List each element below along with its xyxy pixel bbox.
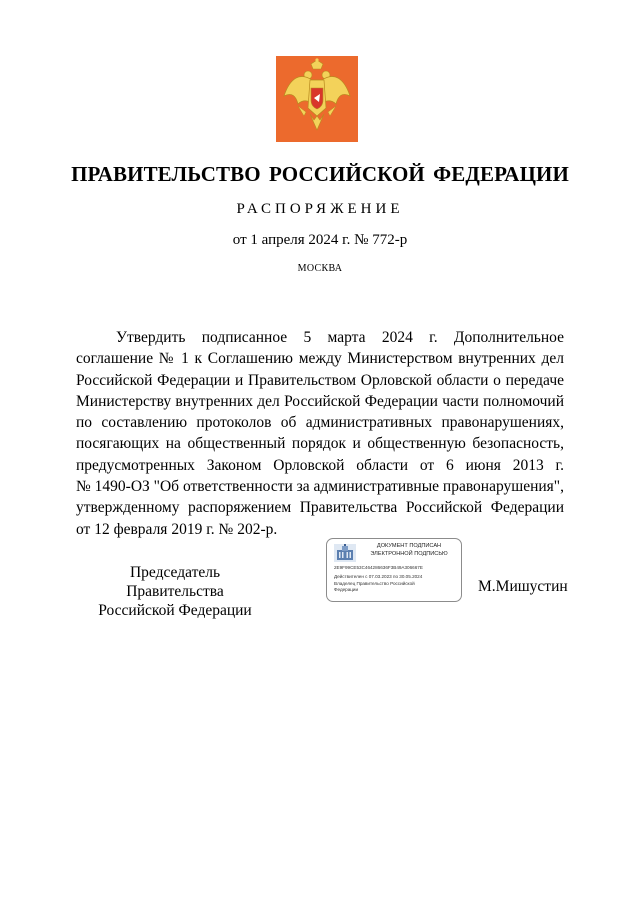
body-line: соглашение № 1 к Соглашению между Министерством внутренних дел — [76, 350, 564, 368]
body-line: посягающих на общественный порядок и общественную безопасность, — [76, 435, 564, 453]
stamp-heading-line: ДОКУМЕНТ ПОДПИСАН — [376, 543, 442, 549]
stamp-owner: Федерации — [334, 587, 359, 592]
signer-name: М.Мишустин — [478, 578, 568, 595]
document-date-number: от 1 апреля 2024 г. № 772-р — [232, 232, 408, 248]
document-type: РАСПОРЯЖЕНИЕ — [236, 201, 404, 217]
signer-title — [80, 563, 270, 620]
body-line: Утвердить подписанное 5 марта 2024 г. Дополнительное — [116, 329, 564, 346]
stamp-heading-line: ЭЛЕКТРОННОЙ ПОДПИСЬЮ — [370, 550, 448, 557]
document-city: МОСКВА — [297, 263, 343, 274]
body-line: по составлению протоколов об административных правонарушениях, — [76, 414, 564, 432]
body-line: Министерству внутренних дел Российской Федерации части полномочий — [76, 392, 564, 410]
body-line: Российской Федерации и Правительством Орловской области о передаче — [76, 371, 564, 389]
stamp-validity: Действителен с 07.03.2023 по 30.05.2024 — [334, 574, 423, 579]
coat-of-arms-icon — [276, 56, 358, 142]
stamp-owner: Владелец Правительство Российской — [334, 581, 415, 586]
body-line: предусмотренных Законом Орловской области от 6 июня 2013 г. — [76, 456, 564, 474]
body-line: от 12 февраля 2019 г. № 202-р. — [76, 520, 278, 538]
body-line: утвержденному распоряжением Правительства Российской Федерации — [76, 499, 564, 517]
government-title: ПРАВИТЕЛЬСТВО РОССИЙСКОЙ ФЕДЕРАЦИИ — [71, 162, 569, 186]
electronic-signature-stamp — [326, 538, 462, 602]
signer-title-line: Председатель Правительства — [126, 564, 224, 600]
government-building-icon — [334, 544, 356, 562]
stamp-certificate: 2E9F99CE53C464286636F3B49A306667E — [334, 565, 423, 570]
order-body — [76, 327, 564, 540]
signer-title-line: Российской Федерации — [98, 602, 252, 619]
stamp-heading — [359, 543, 459, 558]
body-line: № 1490-ОЗ "Об ответственности за административные правонарушения", — [76, 478, 564, 496]
